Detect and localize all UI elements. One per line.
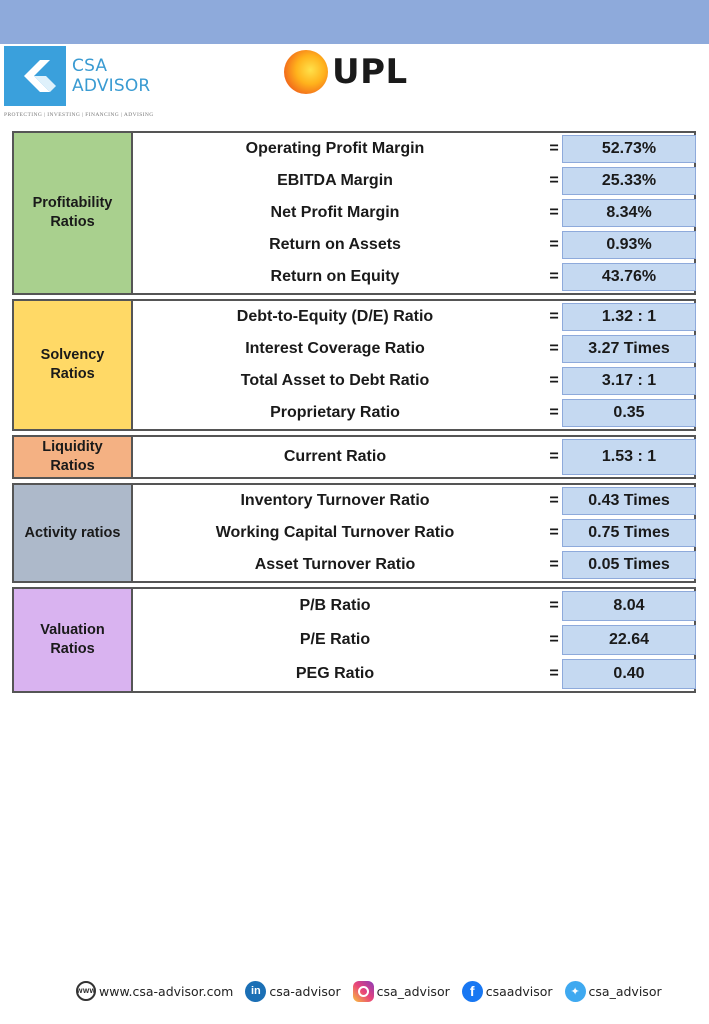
- ratio-row: [133, 365, 694, 397]
- ratio-name: PEG Ratio: [295, 665, 375, 682]
- equals-sign: =: [549, 631, 559, 648]
- equals-sign: =: [549, 524, 559, 541]
- ratio-name: Working Capital Turnover Ratio: [215, 524, 455, 541]
- ratio-row: [133, 397, 694, 429]
- csa-advisor-logo: [4, 46, 164, 120]
- upl-logo: [284, 50, 424, 96]
- ratio-value: 3.17 : 1: [562, 367, 696, 395]
- ratio-value: 0.05 Times: [562, 551, 696, 579]
- ratio-value: 43.76%: [562, 263, 696, 291]
- csa-logo-mark-icon: [4, 46, 66, 106]
- equals-sign: =: [549, 172, 559, 189]
- facebook-handle[interactable]: csaadvisor: [485, 983, 553, 999]
- instagram-icon: [353, 981, 374, 1002]
- ratio-row: [133, 485, 694, 517]
- instagram-handle[interactable]: csa_advisor: [376, 983, 450, 999]
- ratio-row: [133, 333, 694, 365]
- twitter-handle[interactable]: csa_advisor: [588, 983, 662, 999]
- ratio-name: Total Asset to Debt Ratio: [240, 372, 430, 389]
- ratio-name: EBITDA Margin: [277, 172, 393, 189]
- footer-website[interactable]: [76, 981, 233, 1001]
- ratio-row: [133, 133, 694, 165]
- ratio-row: [133, 623, 694, 657]
- ratio-row: [133, 517, 694, 549]
- ratio-name: Inventory Turnover Ratio: [240, 492, 430, 509]
- ratio-name: Net Profit Margin: [270, 204, 400, 221]
- ratio-name: Current Ratio: [283, 448, 387, 465]
- footer-twitter[interactable]: [565, 981, 662, 1002]
- group-solvency: [12, 299, 696, 431]
- company-name: UPL: [332, 52, 408, 92]
- group-label: Liquidity Ratios: [14, 437, 133, 477]
- ratio-row: [133, 549, 694, 581]
- equals-sign: =: [549, 597, 559, 614]
- footer-contacts: [76, 978, 674, 1004]
- linkedin-handle[interactable]: csa-advisor: [269, 983, 341, 999]
- ratio-value: 1.53 : 1: [562, 439, 696, 475]
- ratio-value: 1.32 : 1: [562, 303, 696, 331]
- linkedin-icon: in: [245, 981, 266, 1002]
- ratio-value: 0.93%: [562, 231, 696, 259]
- equals-sign: =: [549, 236, 559, 253]
- footer-linkedin[interactable]: [245, 981, 340, 1002]
- csa-logo-line2: ADVISOR: [72, 76, 151, 96]
- ratio-name: Interest Coverage Ratio: [245, 340, 425, 357]
- ratio-value: 0.75 Times: [562, 519, 696, 547]
- csa-logo-tagline: PROTECTING | INVESTING | FINANCING | ADVISING: [4, 112, 154, 118]
- group-profitability: [12, 131, 696, 295]
- ratio-value: 0.35: [562, 399, 696, 427]
- ratio-name: Return on Equity: [270, 268, 400, 285]
- footer-instagram[interactable]: [353, 981, 450, 1002]
- ratio-value: 8.34%: [562, 199, 696, 227]
- group-liquidity: [12, 435, 696, 479]
- equals-sign: =: [549, 372, 559, 389]
- equals-sign: =: [549, 340, 559, 357]
- upl-sun-icon: [284, 50, 328, 94]
- equals-sign: =: [549, 268, 559, 285]
- equals-sign: =: [549, 448, 559, 465]
- equals-sign: =: [549, 665, 559, 682]
- equals-sign: =: [549, 308, 559, 325]
- ratio-name: Proprietary Ratio: [270, 404, 400, 421]
- equals-sign: =: [549, 556, 559, 573]
- group-label: Profitability Ratios: [14, 133, 133, 293]
- ratio-name: P/B Ratio: [299, 597, 371, 614]
- ratio-name: P/E Ratio: [299, 631, 371, 648]
- ratio-row: [133, 301, 694, 333]
- ratio-table: [12, 131, 696, 697]
- ratio-value: 52.73%: [562, 135, 696, 163]
- ratio-row: [133, 197, 694, 229]
- ratio-name: Asset Turnover Ratio: [254, 556, 416, 573]
- ratio-name: Operating Profit Margin: [245, 140, 425, 157]
- ratio-name: Debt-to-Equity (D/E) Ratio: [236, 308, 434, 325]
- ratio-value: 22.64: [562, 625, 696, 655]
- csa-logo-line1: CSA: [72, 56, 108, 76]
- ratio-row: [133, 589, 694, 623]
- group-label: Activity ratios: [14, 485, 133, 581]
- ratio-value: 25.33%: [562, 167, 696, 195]
- equals-sign: =: [549, 492, 559, 509]
- ratio-name: Return on Assets: [269, 236, 401, 253]
- group-valuation: [12, 587, 696, 693]
- equals-sign: =: [549, 140, 559, 157]
- globe-icon: WWW: [76, 981, 96, 1001]
- ratio-value: 0.43 Times: [562, 487, 696, 515]
- top-banner: [0, 0, 709, 44]
- twitter-icon: ✦: [565, 981, 586, 1002]
- equals-sign: =: [549, 204, 559, 221]
- ratio-value: 0.40: [562, 659, 696, 689]
- group-label: Valuation Ratios: [14, 589, 133, 691]
- ratio-row: [133, 261, 694, 293]
- footer-facebook[interactable]: [462, 981, 553, 1002]
- ratio-value: 3.27 Times: [562, 335, 696, 363]
- group-label: Solvency Ratios: [14, 301, 133, 429]
- group-activity: [12, 483, 696, 583]
- facebook-icon: f: [462, 981, 483, 1002]
- ratio-row: [133, 229, 694, 261]
- ratio-value: 8.04: [562, 591, 696, 621]
- ratio-row: [133, 165, 694, 197]
- website-link[interactable]: www.csa-advisor.com: [99, 983, 234, 999]
- ratio-row: [133, 657, 694, 691]
- ratio-row: [133, 437, 694, 477]
- equals-sign: =: [549, 404, 559, 421]
